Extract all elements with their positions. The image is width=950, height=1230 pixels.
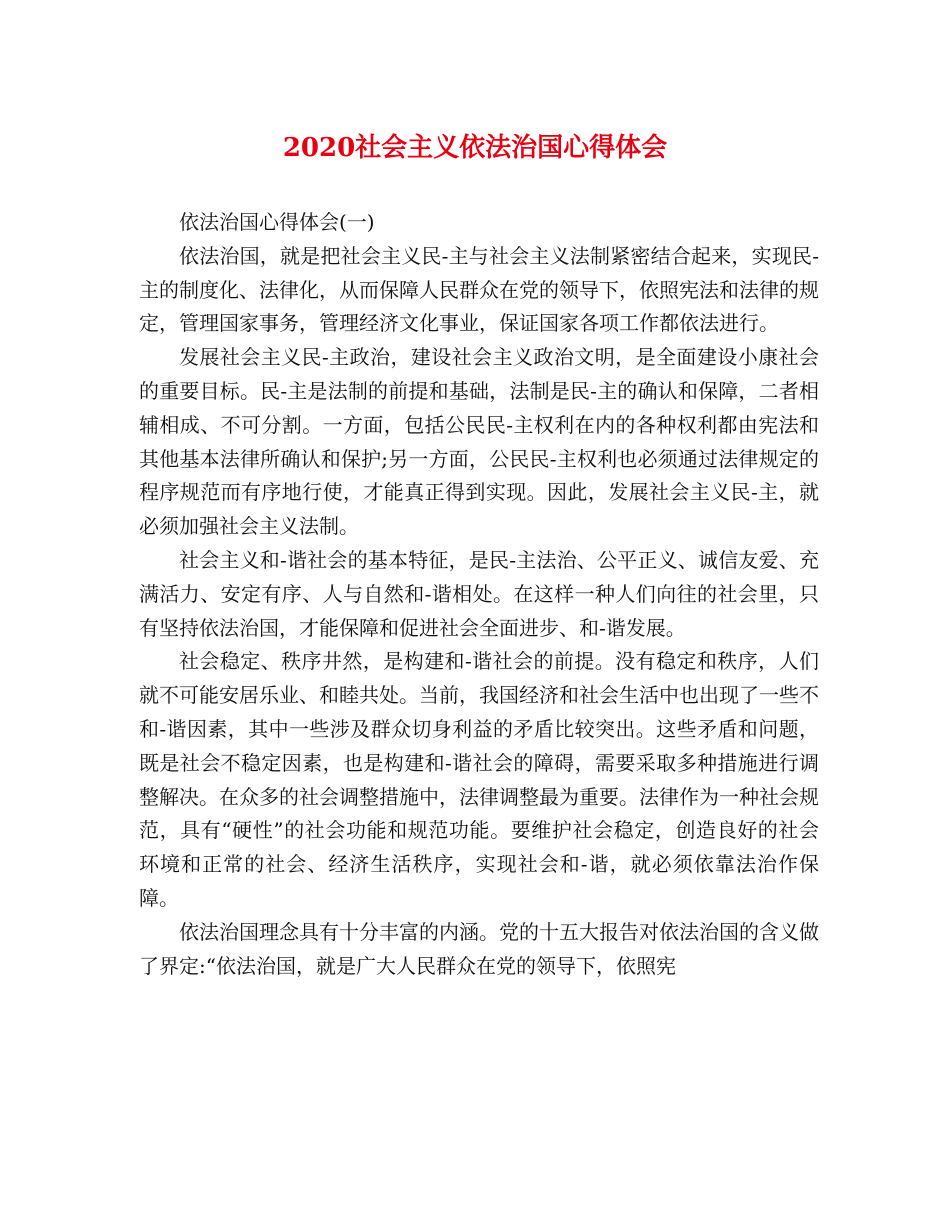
page-title: 2020社会主义依法治国心得体会	[282, 133, 668, 163]
paragraph-3: 社会主义和-谐社会的基本特征，是民-主法治、公平正义、诚信友爱、充满活力、安定有序、人与自然和-谐相处。在这样一种人们向往的社会里，只有坚持依法治国，才能保障和促进社会全面进步、和-谐发展。	[139, 547, 819, 640]
paragraph-2: 发展社会主义民-主政治，建设社会主义政治文明，是全面建设小康社会的重要目标。民-主是法制的前提和基础，法制是民-主的确认和保障，二者相辅相成、不可分割。一方面，包括公民民-主权利在内的各种权利都由宪法和其他基本法律所确认和保护;另一方面，公民民-主权利也必须通过法律规定的程序规范而有序地行使，才能真正得到实现。因此，发展社会主义民-主，就必须加强社会主义法制。	[139, 345, 819, 539]
paragraph-subtitle: 依法治国心得体会(一)	[179, 210, 375, 234]
paragraph-4: 社会稳定、秩序井然，是构建和-谐社会的前提。没有稳定和秩序，人们就不可能安居乐业、和睦共处。当前，我国经济和社会生活中也出现了一些不和-谐因素，其中一些涉及群众切身利益的矛盾比较突出。这些矛盾和问题，既是社会不稳定因素，也是构建和-谐社会的障碍，需要采取多种措施进行调整解决。在众多的社会调整措施中，法律调整最为重要。法律作为一种社会规范，具有“硬性”的社会功能和规范功能。要维护社会稳定，创造良好的社会环境和正常的社会、经济生活秩序，实现社会和-谐，就必须依靠法治作保障。	[139, 649, 819, 910]
paragraph-5: 依法治国理念具有十分丰富的内涵。党的十五大报告对依法治国的含义做了界定:“依法治国，就是广大人民群众在党的领导下，依照宪	[139, 919, 819, 978]
paragraph-1: 依法治国，就是把社会主义民-主与社会主义法制紧密结合起来，实现民-主的制度化、法律化，从而保障人民群众在党的领导下，依照宪法和法律的规定，管理国家事务，管理经济文化事业，保证国家各项工作都依法进行。	[139, 243, 819, 336]
document-body	[139, 206, 819, 983]
